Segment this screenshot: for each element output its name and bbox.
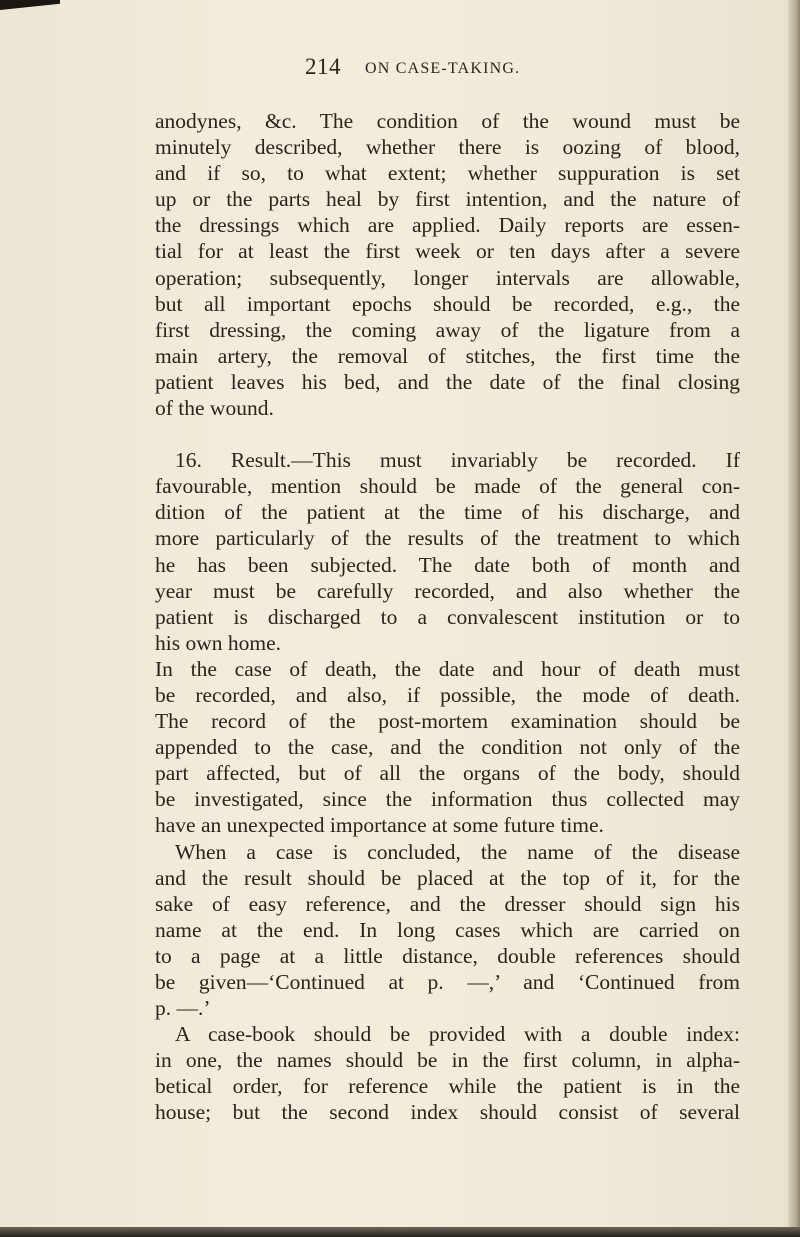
text-line: to a page at a little distance, double references should [155,943,740,968]
text-line: patient is discharged to a convalescent institution or to [155,604,740,629]
text-line: year must be carefully recorded, and also whether the [155,578,740,603]
text-line: name at the end. In long cases which are carried on [155,917,740,942]
text-line: minutely described, whether there is oozing of blood, [155,135,740,160]
text-line: When a case is concluded, the name of the disease [175,839,740,864]
text-line: main artery, the removal of stitches, the first time the [155,343,740,368]
text-line: betical order, for reference while the patient is in the [155,1074,740,1099]
text-line: be given—‘Continued at p. —,’ and ‘Continued from [155,970,740,994]
text-line: anodynes, &c. The condition of the wound must be [155,109,740,133]
paragraph-gap [155,421,740,447]
text-line: be recorded, and also, if possible, the mode of death. [155,682,740,707]
text-line: he has been subjected. The date both of month and [155,552,740,577]
text-line: A case-book should be provided with a double index: [175,1022,740,1047]
text-line: in one, the names should be in the first column, in alpha- [155,1048,740,1073]
text-line: appended to the case, and the condition not only of the [155,735,740,760]
text-line: dition of the patient at the time of his discharge, and [155,500,740,525]
text-line: operation; subsequently, longer intervals are allowable, [155,265,740,290]
text-line: the dressings which are applied. Daily reports are essen- [155,213,740,238]
text-line: and if so, to what extent; whether suppuration is set [155,161,740,186]
text-line: of the wound. [155,396,274,421]
text-line: sake of easy reference, and the dresser should sign his [155,891,740,916]
scan-corner-mark [0,0,60,10]
page-edge-bottom [0,1227,800,1237]
text-line: his own home. [155,630,282,655]
text-line: The record of the post-mortem examination should be [155,709,740,734]
text-line: patient leaves his bed, and the date of the final closing [155,369,740,394]
text-line: but all important epochs should be recorded, e.g., the [155,291,740,316]
text-line: part affected, but of all the organs of the body, should [155,761,740,786]
page-number: 214 [305,54,341,79]
body-text [155,108,740,1126]
text-line: In the case of death, the date and hour of death must [155,656,740,681]
text-line: have an unexpected importance at some future time. [155,813,604,838]
text-line: be investigated, since the information thus collected may [155,787,740,812]
page-header [0,48,800,88]
running-head: ON CASE-TAKING. [365,60,521,77]
text-line: favourable, mention should be made of the general con- [155,474,740,499]
text-line: first dressing, the coming away of the ligature from a [155,317,740,342]
text-line: more particularly of the results of the treatment to which [155,526,740,551]
text-line: 16. Result.—This must invariably be recorded. If [175,448,740,473]
text-line: up or the parts heal by first intention, and the nature of [155,187,740,212]
text-line: p. —.’ [155,996,211,1021]
text-line: house; but the second index should consist of several [155,1100,740,1125]
text-line: and the result should be placed at the top of it, for the [155,865,740,890]
page-edge-right [788,0,800,1237]
text-line: tial for at least the first week or ten days after a severe [155,239,740,264]
